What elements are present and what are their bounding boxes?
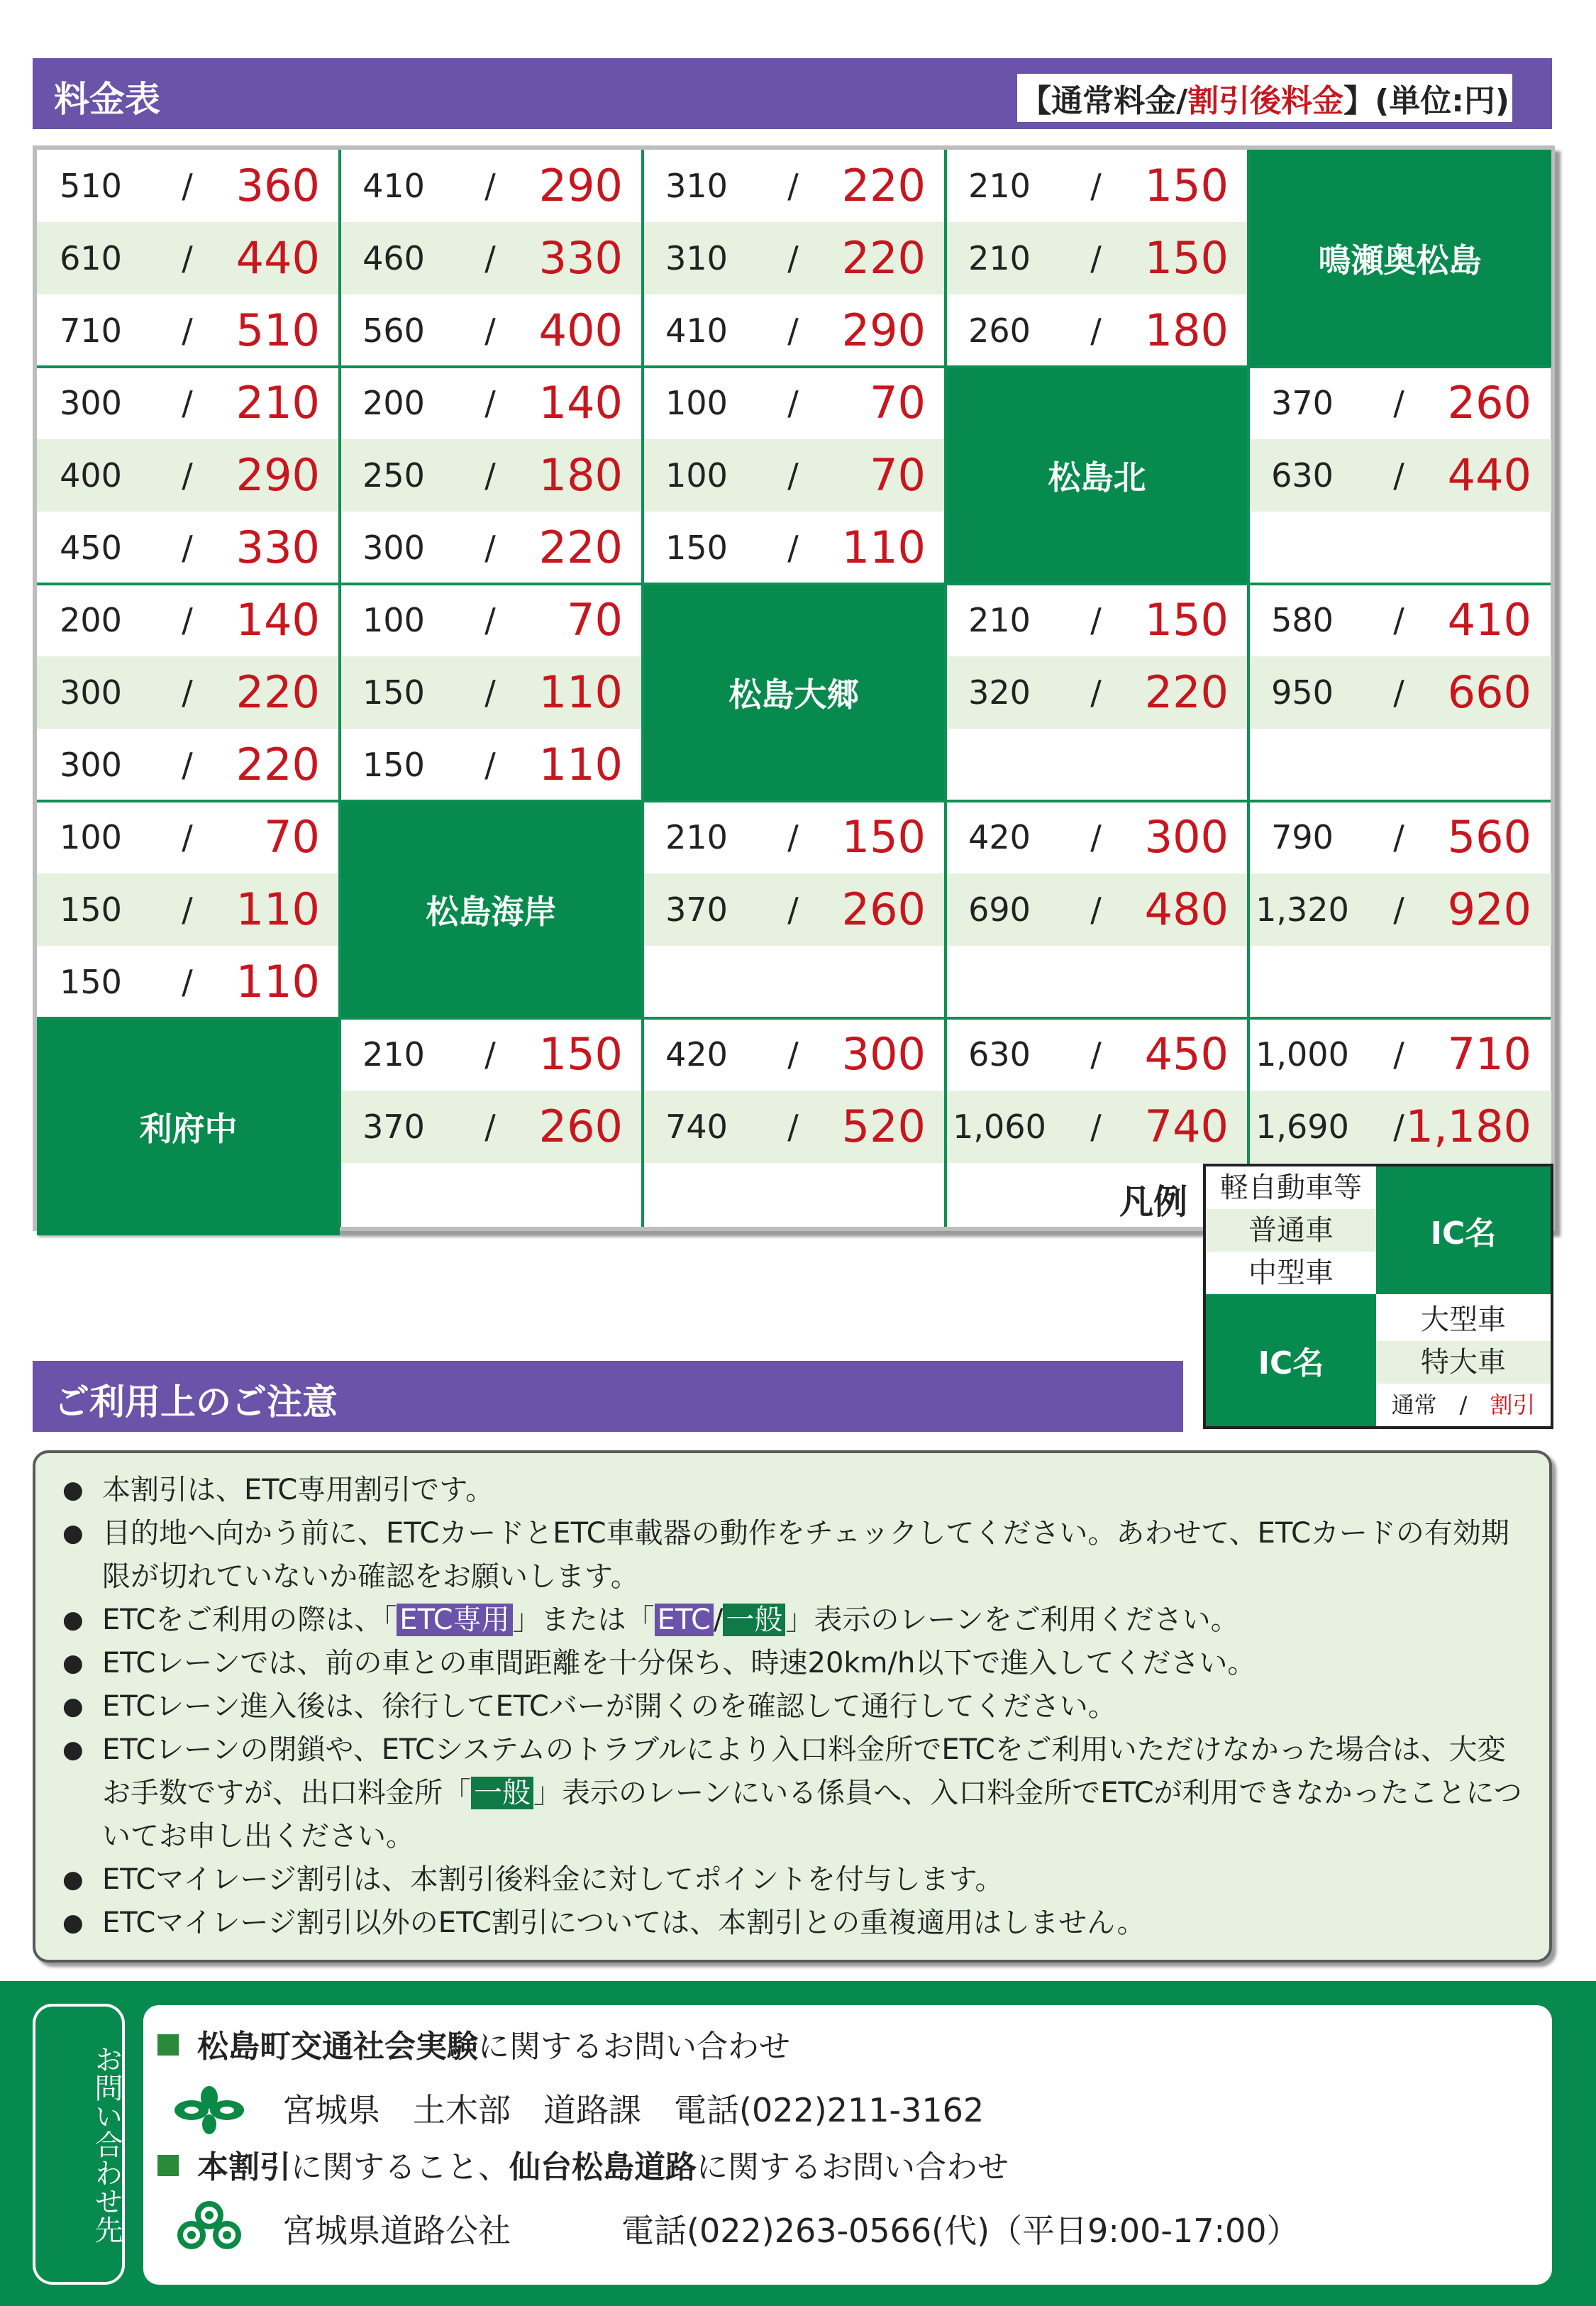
fee-slash: /: [484, 456, 496, 495]
discount-fee: 330: [235, 522, 320, 573]
fee-table-title: 料金表: [54, 79, 160, 120]
fee-slash: /: [1090, 601, 1102, 639]
fee-row: [1248, 946, 1551, 1018]
normal-fee: 320: [968, 673, 1031, 712]
discount-fee: 150: [841, 811, 926, 863]
fee-cell: [1248, 801, 1551, 1018]
fee-slash: /: [1090, 239, 1102, 277]
fee-slash: /: [1090, 1035, 1102, 1074]
discount-fee: 210: [235, 377, 320, 429]
fee-cell: [340, 150, 643, 367]
fee-slash: /: [484, 167, 496, 205]
fee-slash: /: [1393, 601, 1404, 639]
fee-row: [37, 946, 340, 1018]
discount-fee: 220: [235, 739, 320, 790]
normal-fee: 950: [1271, 673, 1334, 712]
fee-row: [37, 584, 340, 656]
legend-label: 凡例: [1119, 1182, 1188, 1222]
fee-row: [340, 367, 643, 439]
normal-fee: 1,000: [1256, 1035, 1349, 1074]
fee-slash: /: [182, 456, 193, 495]
grid-divider: [37, 365, 1551, 368]
normal-fee: 300: [60, 746, 122, 784]
discount-fee: 220: [1144, 666, 1229, 718]
discount-fee: 220: [538, 522, 623, 573]
fee-row: [340, 512, 643, 584]
fee-row: [340, 1091, 643, 1163]
ic-name-cell: 松島大郷: [643, 584, 946, 801]
discount-fee: 70: [870, 449, 926, 501]
normal-fee: 710: [60, 311, 122, 350]
road-corp-emblem-icon: [170, 2198, 248, 2255]
fee-cell: [340, 367, 643, 584]
fee-cell: [643, 1018, 946, 1235]
fee-cell: [1248, 367, 1551, 584]
normal-fee: 560: [362, 311, 425, 350]
discount-fee: 330: [538, 232, 623, 284]
fee-row: [1248, 656, 1551, 729]
normal-fee: 630: [1271, 456, 1334, 495]
fee-slash: /: [182, 529, 193, 567]
contact-org-2: 宮城県道路公社: [282, 2212, 511, 2250]
fee-slash: /: [1090, 818, 1102, 856]
fee-cell: [340, 1018, 643, 1235]
fee-cell: [643, 801, 946, 1018]
discount-fee: 140: [235, 594, 320, 646]
fee-slash: /: [787, 456, 799, 495]
normal-fee: 150: [60, 963, 122, 1001]
normal-fee: 100: [60, 818, 122, 856]
grid-divider: [37, 583, 1551, 585]
discount-fee: 140: [538, 377, 623, 429]
fee-row: [1248, 584, 1551, 656]
fee-slash: /: [1393, 818, 1404, 856]
fee-row: [37, 294, 340, 367]
normal-fee: 200: [362, 384, 425, 422]
fee-cell: [340, 584, 643, 801]
normal-fee: 450: [60, 529, 122, 567]
discount-fee: 410: [1447, 594, 1531, 646]
legend-tokudai: 特大車: [1376, 1341, 1551, 1384]
fee-slash: /: [787, 1035, 799, 1074]
fee-slash: /: [787, 1108, 799, 1146]
discount-fee: 150: [1144, 232, 1229, 284]
legend-chugata: 中型車: [1248, 1257, 1334, 1289]
note-item: ● ETCレーンでは、前の車との車間距離を十分保ち、時速20km/h以下で進入してください。: [57, 1642, 1528, 1685]
normal-fee: 690: [968, 890, 1031, 929]
ic-name-cell: 鳴瀬奥松島: [1248, 150, 1551, 367]
contact-tel-2: 電話(022)263-0566(代)（平日9:00-17:00）: [621, 2212, 1299, 2250]
discount-fee: 260: [1447, 377, 1531, 429]
fee-cell: [37, 801, 340, 1018]
normal-fee: 210: [968, 601, 1031, 639]
fee-row: [1248, 439, 1551, 512]
fee-row: [946, 873, 1248, 946]
discount-fee: 660: [1447, 666, 1531, 718]
normal-fee: 300: [60, 673, 122, 712]
discount-fee: 110: [235, 956, 320, 1008]
discount-fee: 150: [1144, 594, 1229, 646]
fee-row: [1248, 873, 1551, 946]
etc-only-tag: ETC専用: [397, 1604, 512, 1636]
discount-fee: 180: [1144, 304, 1229, 356]
fee-cell: [643, 367, 946, 584]
etc-tag: ETC: [655, 1604, 714, 1636]
discount-fee: 740: [1144, 1100, 1229, 1152]
fee-row: [37, 222, 340, 294]
discount-fee: 220: [841, 160, 926, 211]
fee-row: [946, 946, 1248, 1018]
discount-fee: 70: [264, 811, 320, 863]
fee-cell: [37, 367, 340, 584]
fee-slash: /: [1393, 890, 1404, 929]
normal-fee: 210: [665, 818, 728, 856]
fee-row: [340, 1018, 643, 1091]
fee-cell: [37, 584, 340, 801]
fee-slash: /: [484, 239, 496, 277]
normal-fee: 300: [60, 384, 122, 422]
discount-fee: 290: [841, 304, 926, 356]
contact-line-1: 宮城県 土木部 道路課 電話(022)211-3162: [282, 2091, 985, 2129]
grid-divider: [338, 150, 341, 1227]
note-item: ● ETCマイレージ割引は、本割引後料金に対してポイントを付与します。: [57, 1858, 1528, 1902]
fee-table: [33, 145, 1555, 1231]
fee-cell: [946, 801, 1248, 1018]
discount-fee: 110: [841, 522, 926, 573]
fee-slash: /: [787, 239, 799, 277]
note-item: ● ETCレーンの閉鎖や、ETCシステムのトラブルにより入口料金所でETCをご利用いただけなかった場合は、大変お手数ですが、出口料金所「 一般 」表示のレーンにいる係員へ、入口料金所でETCが利用できなかったことについてお申し出ください。: [57, 1728, 1528, 1858]
normal-fee: 310: [665, 167, 728, 205]
fee-row: [643, 294, 946, 367]
normal-fee: 460: [362, 239, 425, 277]
fee-row: [340, 1163, 643, 1235]
fee-slash: /: [182, 601, 193, 639]
discount-fee: 710: [1447, 1028, 1531, 1080]
normal-fee: 1,690: [1256, 1108, 1349, 1146]
fee-row: [643, 873, 946, 946]
fee-row: [946, 1018, 1248, 1091]
discount-fee: 920: [1447, 883, 1531, 935]
legend-box: [1203, 1164, 1553, 1429]
fee-slash: /: [1090, 167, 1102, 205]
fee-row: [643, 946, 946, 1018]
normal-fee: 150: [665, 529, 728, 567]
notes-header: [33, 1361, 1183, 1432]
discount-fee: 1,180: [1405, 1100, 1531, 1152]
fee-row: [946, 150, 1248, 222]
fee-row: [946, 729, 1248, 801]
fee-row: [1248, 512, 1551, 584]
discount-fee: 180: [538, 449, 623, 501]
discount-fee: 440: [1447, 449, 1531, 501]
fee-slash: /: [787, 818, 799, 856]
fee-row: [340, 729, 643, 801]
note-item: ● ETCレーン進入後は、徐行してETCバーが開くのを確認して通行してください。: [57, 1685, 1528, 1728]
fee-row: [37, 801, 340, 873]
fee-slash: /: [484, 601, 496, 639]
fee-slash: /: [182, 167, 193, 205]
legend-ogata: 大型車: [1421, 1303, 1506, 1336]
discount-fee: 440: [235, 232, 320, 284]
note-item: ● ETCマイレージ割引以外のETC割引については、本割引との重複適用はしません。: [57, 1902, 1528, 1945]
fee-slash: /: [1090, 890, 1102, 929]
fee-grid: [37, 150, 1551, 1227]
fee-row: [1248, 367, 1551, 439]
fee-row: [340, 656, 643, 729]
discount-fee: 300: [1144, 811, 1229, 863]
fee-row: [1248, 801, 1551, 873]
normal-fee: 210: [968, 167, 1031, 205]
discount-fee: 450: [1144, 1028, 1229, 1080]
discount-fee: 260: [841, 883, 926, 935]
square-bullet-icon: [157, 2155, 179, 2176]
ic-name-cell: 松島海岸: [340, 801, 643, 1018]
fee-row: [643, 801, 946, 873]
fee-slash: /: [1393, 1035, 1404, 1074]
normal-fee: 150: [362, 673, 425, 712]
fee-row: [1248, 729, 1551, 801]
legend-normal-discount: 通常 / 割引: [1391, 1391, 1536, 1418]
fee-slash: /: [484, 1035, 496, 1074]
fee-slash: /: [1393, 1108, 1404, 1146]
normal-fee: 200: [60, 601, 122, 639]
fee-slash: /: [787, 384, 799, 422]
fee-row: [37, 150, 340, 222]
normal-fee: 150: [60, 890, 122, 929]
fee-row: [37, 873, 340, 946]
fee-slash: /: [484, 529, 496, 567]
fee-row: [37, 439, 340, 512]
ic-name-cell: 利府中: [37, 1018, 340, 1235]
normal-fee: 790: [1271, 818, 1334, 856]
fee-unit-note: 【通常料金/割引後料金】(単位:円): [1017, 74, 1512, 122]
legend-ic-bottom: IC名: [1206, 1294, 1376, 1426]
fee-slash: /: [182, 818, 193, 856]
fee-row: [340, 584, 643, 656]
discount-fee: 150: [1144, 160, 1229, 211]
discount-fee: 360: [235, 160, 320, 211]
normal-fee: 100: [665, 384, 728, 422]
notes-box: [33, 1450, 1552, 1963]
fee-slash: /: [182, 890, 193, 929]
normal-fee: 370: [362, 1108, 425, 1146]
normal-fee: 260: [968, 311, 1031, 350]
grid-divider: [641, 150, 644, 1227]
normal-fee: 740: [665, 1108, 728, 1146]
normal-fee: 410: [665, 311, 728, 350]
normal-fee: 370: [1271, 384, 1334, 422]
normal-fee: 630: [968, 1035, 1031, 1074]
fee-row: [1248, 1091, 1551, 1163]
fee-row: [946, 294, 1248, 367]
discount-fee: 70: [567, 594, 623, 646]
fee-slash: /: [787, 529, 799, 567]
discount-fee: 290: [538, 160, 623, 211]
general-tag: 一般: [723, 1604, 785, 1636]
fee-slash: /: [484, 384, 496, 422]
fee-row: [946, 584, 1248, 656]
normal-fee: 580: [1271, 601, 1334, 639]
discount-fee: 260: [538, 1100, 623, 1152]
fee-slash: /: [1090, 311, 1102, 350]
fee-slash: /: [1090, 673, 1102, 712]
discount-fee: 520: [841, 1100, 926, 1152]
fee-row: [340, 294, 643, 367]
fee-row: [643, 1091, 946, 1163]
normal-fee: 420: [665, 1035, 728, 1074]
fee-cell: [946, 584, 1248, 801]
fee-cell: [946, 150, 1248, 367]
fee-slash: /: [1393, 456, 1404, 495]
grid-divider: [37, 1017, 1551, 1020]
discount-fee: 300: [841, 1028, 926, 1080]
general-tag: 一般: [471, 1777, 533, 1809]
fee-row: [340, 222, 643, 294]
legend-futsu: 普通車: [1206, 1209, 1376, 1252]
discount-fee: 510: [235, 304, 320, 356]
fee-row: [340, 150, 643, 222]
fee-row: [643, 367, 946, 439]
fee-slash: /: [182, 963, 193, 1001]
grid-divider: [37, 800, 1551, 802]
discount-fee: 480: [1144, 883, 1229, 935]
contact-heading-2: 本割引に関すること、仙台松島道路に関するお問い合わせ: [157, 2141, 1009, 2187]
fee-slash: /: [484, 746, 496, 784]
fee-row: [643, 439, 946, 512]
fee-row: [643, 512, 946, 584]
normal-fee: 410: [362, 167, 425, 205]
normal-fee: 400: [60, 456, 122, 495]
fee-row: [946, 222, 1248, 294]
fee-slash: /: [484, 1108, 496, 1146]
fee-row: [643, 150, 946, 222]
grid-divider: [944, 150, 947, 1227]
fee-slash: /: [182, 673, 193, 712]
fee-slash: /: [182, 239, 193, 277]
discount-fee: 110: [538, 739, 623, 790]
normal-fee: 210: [968, 239, 1031, 277]
fee-slash: /: [182, 311, 193, 350]
fee-row: [946, 1091, 1248, 1163]
discount-fee: 290: [235, 449, 320, 501]
discount-fee: 110: [538, 666, 623, 718]
normal-fee: 370: [665, 890, 728, 929]
fee-row: [37, 656, 340, 729]
ic-name-cell: 松島北: [946, 367, 1248, 584]
fee-row: [340, 439, 643, 512]
note-item: ● ETCをご利用の際は、「 ETC専用 」または「 ETC / 一般 」表示のレーンをご利用ください。: [57, 1599, 1528, 1642]
fee-row: [643, 222, 946, 294]
normal-fee: 510: [60, 167, 122, 205]
discount-fee: 220: [841, 232, 926, 284]
fee-cell: [37, 150, 340, 367]
fee-slash: /: [787, 167, 799, 205]
fee-slash: /: [484, 673, 496, 712]
fee-row: [1248, 1018, 1551, 1091]
discount-fee: 220: [235, 666, 320, 718]
note-item: ● 本割引は、ETC専用割引です。: [57, 1469, 1528, 1512]
legend-kei: 軽自動車等: [1220, 1171, 1362, 1204]
fee-row: [37, 729, 340, 801]
fee-row: [946, 801, 1248, 873]
discount-fee: 150: [538, 1028, 623, 1080]
fee-row: [37, 367, 340, 439]
legend-ic-top: IC名: [1376, 1166, 1551, 1294]
normal-fee: 420: [968, 818, 1031, 856]
discount-fee: 110: [235, 883, 320, 935]
contact-box: [143, 2005, 1552, 2285]
fee-row: [37, 512, 340, 584]
fee-slash: /: [1090, 1108, 1102, 1146]
normal-fee: 300: [362, 529, 425, 567]
fee-slash: /: [182, 384, 193, 422]
grid-divider: [1247, 150, 1250, 1227]
notes-title: ご利用上のご注意: [54, 1381, 338, 1423]
fee-cell: [643, 150, 946, 367]
normal-fee: 100: [665, 456, 728, 495]
fee-cell: [1248, 584, 1551, 801]
note-item: ● 目的地へ向かう前に、ETCカードとETC車載器の動作をチェックしてください。あわせて、ETCカードの有効期限が切れていないか確認をお願いします。: [57, 1512, 1528, 1599]
normal-fee: 100: [362, 601, 425, 639]
discount-fee: 70: [870, 377, 926, 429]
normal-fee: 310: [665, 239, 728, 277]
fee-row: [946, 656, 1248, 729]
miyagi-emblem-icon: [170, 2082, 248, 2139]
discount-fee: 400: [538, 304, 623, 356]
fee-table-header: [33, 58, 1552, 129]
fee-row: [643, 1163, 946, 1235]
normal-fee: 610: [60, 239, 122, 277]
square-bullet-icon: [157, 2034, 179, 2056]
fee-slash: /: [787, 890, 799, 929]
fee-slash: /: [182, 746, 193, 784]
fee-slash: /: [484, 311, 496, 350]
fee-slash: /: [1393, 384, 1404, 422]
normal-fee: 210: [362, 1035, 425, 1074]
fee-slash: /: [1393, 673, 1404, 712]
fee-slash: /: [787, 311, 799, 350]
contact-section: [0, 1981, 1596, 2306]
contact-heading-1: 松島町交通社会実験に関するお問い合わせ: [157, 2021, 790, 2066]
normal-fee: 1,060: [953, 1108, 1046, 1146]
normal-fee: 250: [362, 456, 425, 495]
normal-fee: 150: [362, 746, 425, 784]
contact-vertical-label: お問い合わせ先: [33, 2004, 125, 2285]
normal-fee: 1,320: [1256, 890, 1349, 929]
fee-row: [643, 1018, 946, 1091]
discount-fee: 560: [1447, 811, 1531, 863]
